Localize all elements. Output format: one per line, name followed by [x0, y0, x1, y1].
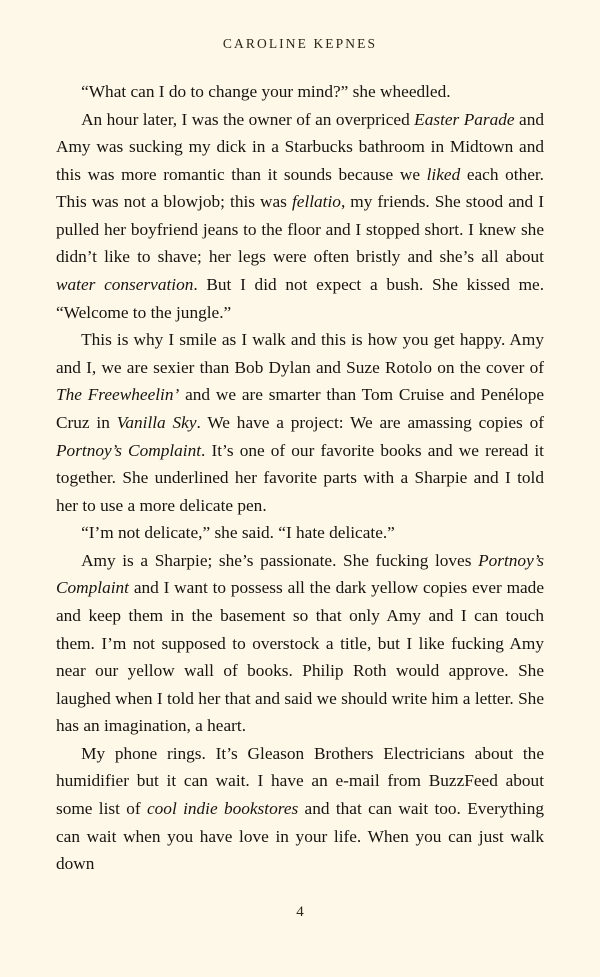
paragraph: “I’m not delicate,” she said. “I hate delicate.” [81, 523, 395, 543]
italic-phrase: The Freewheelin’ [56, 385, 180, 405]
italic-phrase: water conservation [56, 275, 194, 295]
italic-phrase: fellatio [291, 192, 341, 212]
paragraph: Amy is a Sharpie; she’s passionate. She fucking loves Portnoy’s Complaint and I want to possess all the dark yellow copies ever made and keep them in the basement so that only Amy and I can touch them. I’m not supposed to overstock a title, but I like fucking Amy near our yellow wall of books. Philip Roth would approve. She laughed when I told her that and said we should write him a letter. She has an imagination, a heart. [56, 550, 544, 736]
italic-phrase: liked [426, 164, 461, 184]
italic-phrase: Easter Parade [414, 109, 515, 129]
paragraph: This is why I smile as I walk and this is how you get happy. Amy and I, we are sexier than Bob Dylan and Suze Rotolo on the cover of The Freewheelin’ and we are smarter than Tom Cruise and Penélope Cruz in Vanilla Sky. We have a project: We are amassing copies of Portnoy’s Complaint. It’s one of our favorite books and we reread it together. She underlined her favorite parts with a Sharpie and I told her to use a more delicate pen. [56, 330, 545, 515]
italic-phrase: Portnoy’s Complaint [56, 550, 544, 598]
page-body [0, 52, 600, 878]
paragraph: An hour later, I was the owner of an overpriced Easter Parade and Amy was sucking my dick in a Starbucks bathroom in Midtown and this was more romantic than it sounds because we liked each other. This was not a blowjob; this was fellatio, my friends. She stood and I pulled her boyfriend jeans to the floor and I stopped short. I knew she didn’t like to shave; her legs were often bristly and she’s all about water conservation. But I did not expect a bush. She kissed me. “Welcome to the jungle.” [56, 109, 545, 322]
paragraph: “What can I do to change your mind?” she wheedled. [81, 82, 451, 101]
italic-phrase: Portnoy’s Complaint [56, 440, 202, 460]
running-head: CAROLINE KEPNES [222, 36, 378, 51]
italic-phrase: cool indie bookstores [147, 799, 299, 819]
page-number: 4 [296, 904, 304, 920]
italic-phrase: Vanilla Sky [116, 412, 197, 432]
paragraph: My phone rings. It’s Gleason Brothers Electricians about the humidifier but it can wait. I have an e-mail from BuzzFeed about some list of cool indie bookstores and that can wait too. Everything can wait when you have love in your life. When you can just walk down [56, 743, 544, 874]
